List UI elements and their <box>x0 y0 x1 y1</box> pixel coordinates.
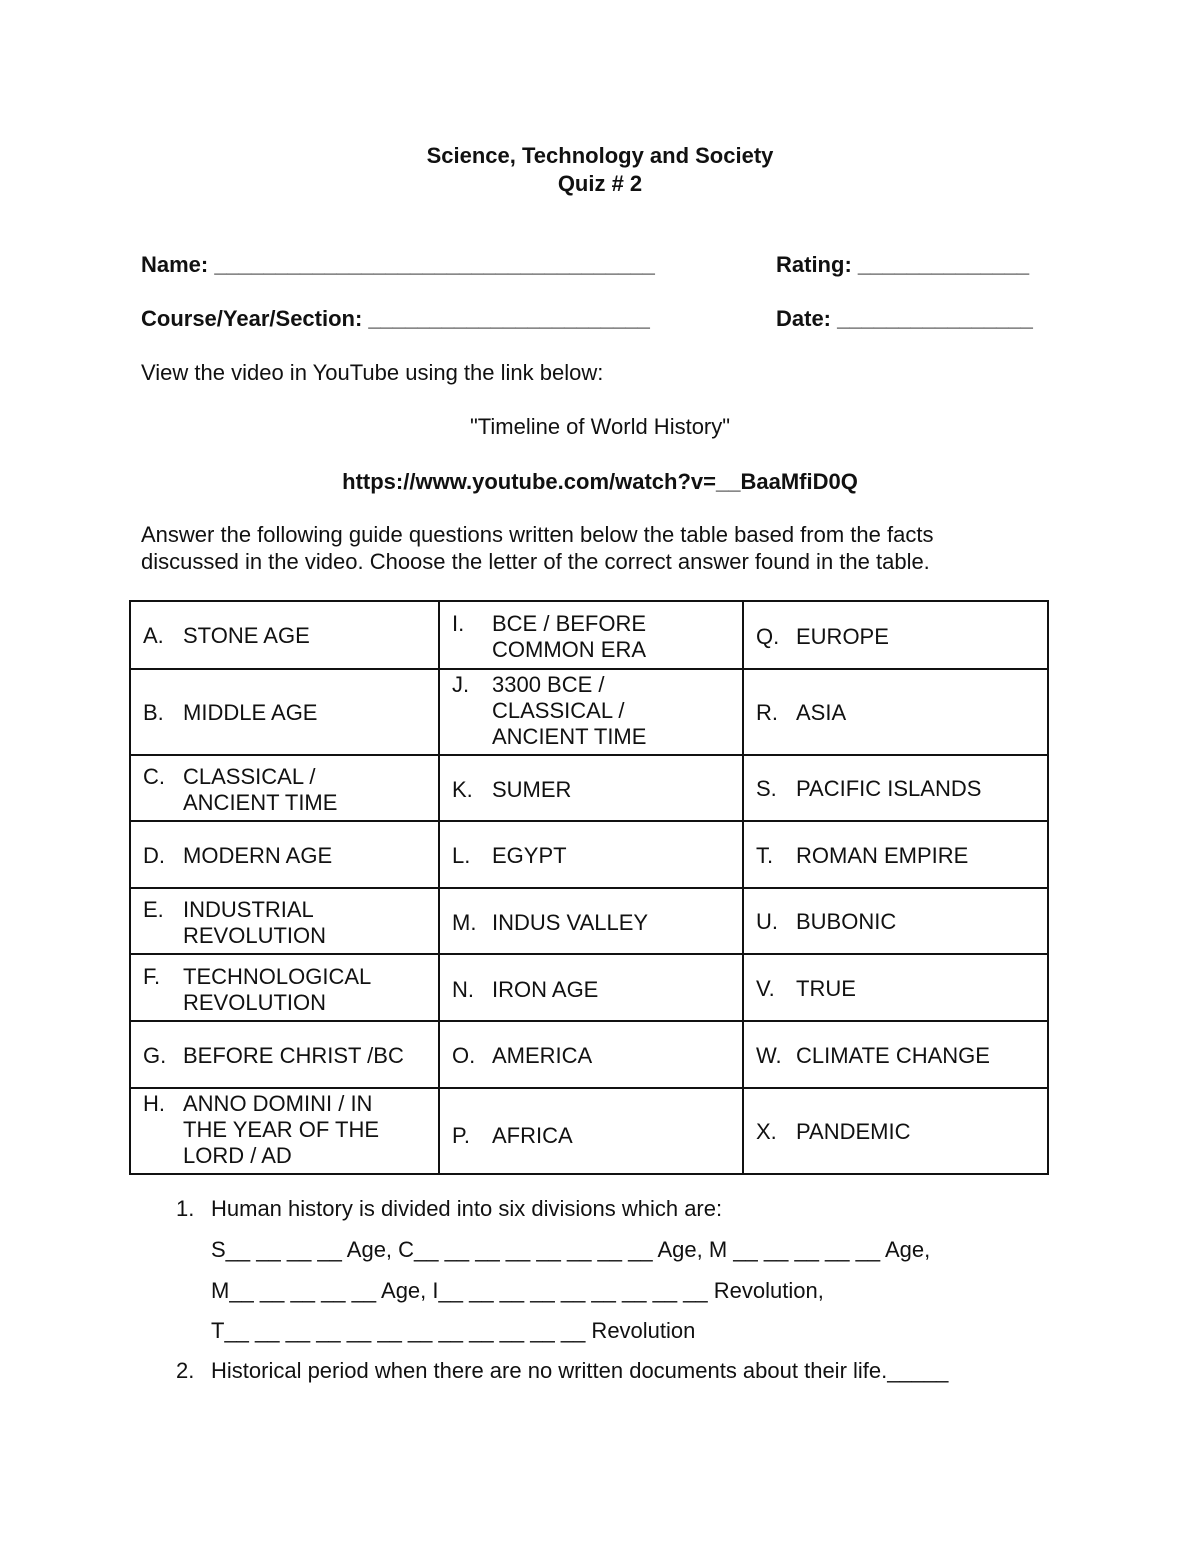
choice-cell <box>130 888 439 954</box>
choice-cell <box>439 954 743 1021</box>
choice-text: TRUE <box>796 975 856 1001</box>
choice-cell <box>439 1021 743 1088</box>
choice-text: STONE AGE <box>183 623 310 648</box>
choice-letter: Q. <box>756 624 780 649</box>
choice-letter: T. <box>756 842 774 868</box>
answer-instruction-line-1: Answer the following guide questions written below the table based from the facts <box>141 522 934 547</box>
choice-letter: F. <box>143 963 161 989</box>
choice-text: MODERN AGE <box>183 842 333 868</box>
choice-letter: U. <box>756 909 778 934</box>
choice-letter: K. <box>452 777 473 802</box>
table-row <box>130 1021 1048 1088</box>
choice-cell <box>130 1021 439 1088</box>
document-title: Science, Technology and Society <box>426 143 774 168</box>
date-field[interactable]: Date: ________________ <box>776 306 1033 331</box>
choice-letter: E. <box>143 897 164 922</box>
choice-cell <box>743 888 1048 954</box>
choice-letter: O. <box>452 1042 476 1068</box>
quiz-number: Quiz # 2 <box>557 171 643 196</box>
view-instruction: View the video in YouTube using the link below: <box>141 360 604 385</box>
choice-letter: V. <box>756 975 775 1001</box>
choice-cell <box>743 669 1048 755</box>
choice-cell <box>439 755 743 821</box>
table-row <box>130 888 1048 954</box>
choice-letter: B. <box>143 700 164 725</box>
choice-cell <box>439 1088 743 1174</box>
choice-letter: I. <box>452 611 465 636</box>
choice-letter: G. <box>143 1042 167 1068</box>
choice-text: TECHNOLOGICAL REVOLUTION <box>183 963 371 1015</box>
choice-text: AFRICA <box>492 1123 573 1148</box>
choice-cell <box>743 1021 1048 1088</box>
choice-letter: W. <box>756 1042 782 1068</box>
choice-cell <box>743 821 1048 888</box>
name-field[interactable]: Name: ____________________________________ <box>141 252 655 277</box>
choice-letter: N. <box>452 976 474 1002</box>
table-row <box>130 669 1048 755</box>
choice-cell <box>743 954 1048 1021</box>
video-link[interactable]: https://www.youtube.com/watch?v=__BaaMfiD0Q <box>342 469 858 494</box>
question-2-number: 2. <box>176 1358 195 1383</box>
choice-text: MIDDLE AGE <box>183 700 318 725</box>
choice-text: INDUS VALLEY <box>492 910 649 935</box>
choice-letter: M. <box>452 910 477 935</box>
choice-letter: J. <box>452 672 470 697</box>
choice-text: ROMAN EMPIRE <box>796 842 969 868</box>
choice-letter: X. <box>756 1119 777 1144</box>
choice-cell <box>130 669 439 755</box>
choice-text: INDUSTRIAL REVOLUTION <box>183 897 327 948</box>
choice-text: PANDEMIC <box>796 1119 911 1144</box>
table-row <box>130 954 1048 1021</box>
question-1-text: Human history is divided into six divisions which are: <box>211 1196 723 1221</box>
choice-letter: C. <box>143 764 165 789</box>
rating-field[interactable]: Rating: ______________ <box>776 252 1030 277</box>
choice-letter: R. <box>756 700 778 725</box>
choice-text: ANNO DOMINI / IN THE YEAR OF THE LORD / AD <box>183 1091 380 1168</box>
choice-text: CLASSICAL / ANCIENT TIME <box>183 764 338 815</box>
choice-letter: P. <box>452 1123 470 1148</box>
choice-text: SUMER <box>492 777 572 802</box>
choice-cell <box>439 821 743 888</box>
question-2-text[interactable]: Historical period when there are no written documents about their life._____ <box>211 1358 949 1383</box>
question-1-blank-line-1[interactable]: S__ __ __ __ Age, C__ __ __ __ __ __ __ __ Age, M __ __ __ __ __ Age, <box>211 1237 931 1262</box>
table-row <box>130 1088 1048 1174</box>
choice-cell <box>439 601 743 669</box>
choice-letter: A. <box>143 623 164 648</box>
choice-text: EGYPT <box>492 842 567 868</box>
question-1-blank-line-3[interactable]: T__ __ __ __ __ __ __ __ __ __ __ __ Revolution <box>211 1318 696 1343</box>
choice-cell <box>130 1088 439 1174</box>
video-title: "Timeline of World History" <box>469 414 731 439</box>
choice-text: BEFORE CHRIST /BC <box>183 1042 404 1068</box>
choice-letter: H. <box>143 1091 165 1116</box>
table-row <box>130 821 1048 888</box>
choice-text: 3300 BCE / CLASSICAL / ANCIENT TIME <box>492 672 647 749</box>
choice-text: EUROPE <box>796 624 889 649</box>
choice-letter: S. <box>756 776 777 801</box>
choice-cell <box>743 601 1048 669</box>
choice-cell <box>439 669 743 755</box>
choice-cell <box>743 755 1048 821</box>
question-1-blank-line-2[interactable]: M__ __ __ __ __ Age, I__ __ __ __ __ __ __ __ __ Revolution, <box>211 1278 824 1303</box>
choice-cell <box>130 821 439 888</box>
choice-cell <box>130 954 439 1021</box>
choice-cell <box>130 601 439 669</box>
table-row <box>130 755 1048 821</box>
choice-text: ASIA <box>796 700 847 725</box>
answer-instruction-line-2: discussed in the video. Choose the letter of the correct answer found in the table. <box>141 549 930 574</box>
choice-text: BUBONIC <box>796 909 897 934</box>
choice-letter: L. <box>452 842 471 868</box>
choice-text: AMERICA <box>492 1042 593 1068</box>
question-1-number: 1. <box>176 1196 195 1221</box>
choice-letter: D. <box>143 842 165 868</box>
choice-cell <box>130 755 439 821</box>
choice-text: BCE / BEFORE COMMON ERA <box>492 611 647 662</box>
table-row <box>130 601 1048 669</box>
choice-cell <box>439 888 743 954</box>
choice-cell <box>743 1088 1048 1174</box>
answer-choices-table <box>129 600 1049 1175</box>
choice-text: CLIMATE CHANGE <box>796 1042 990 1068</box>
course-year-section-field[interactable]: Course/Year/Section: _______________________ <box>141 306 650 331</box>
choice-text: PACIFIC ISLANDS <box>796 776 982 801</box>
choice-text: IRON AGE <box>492 976 599 1002</box>
